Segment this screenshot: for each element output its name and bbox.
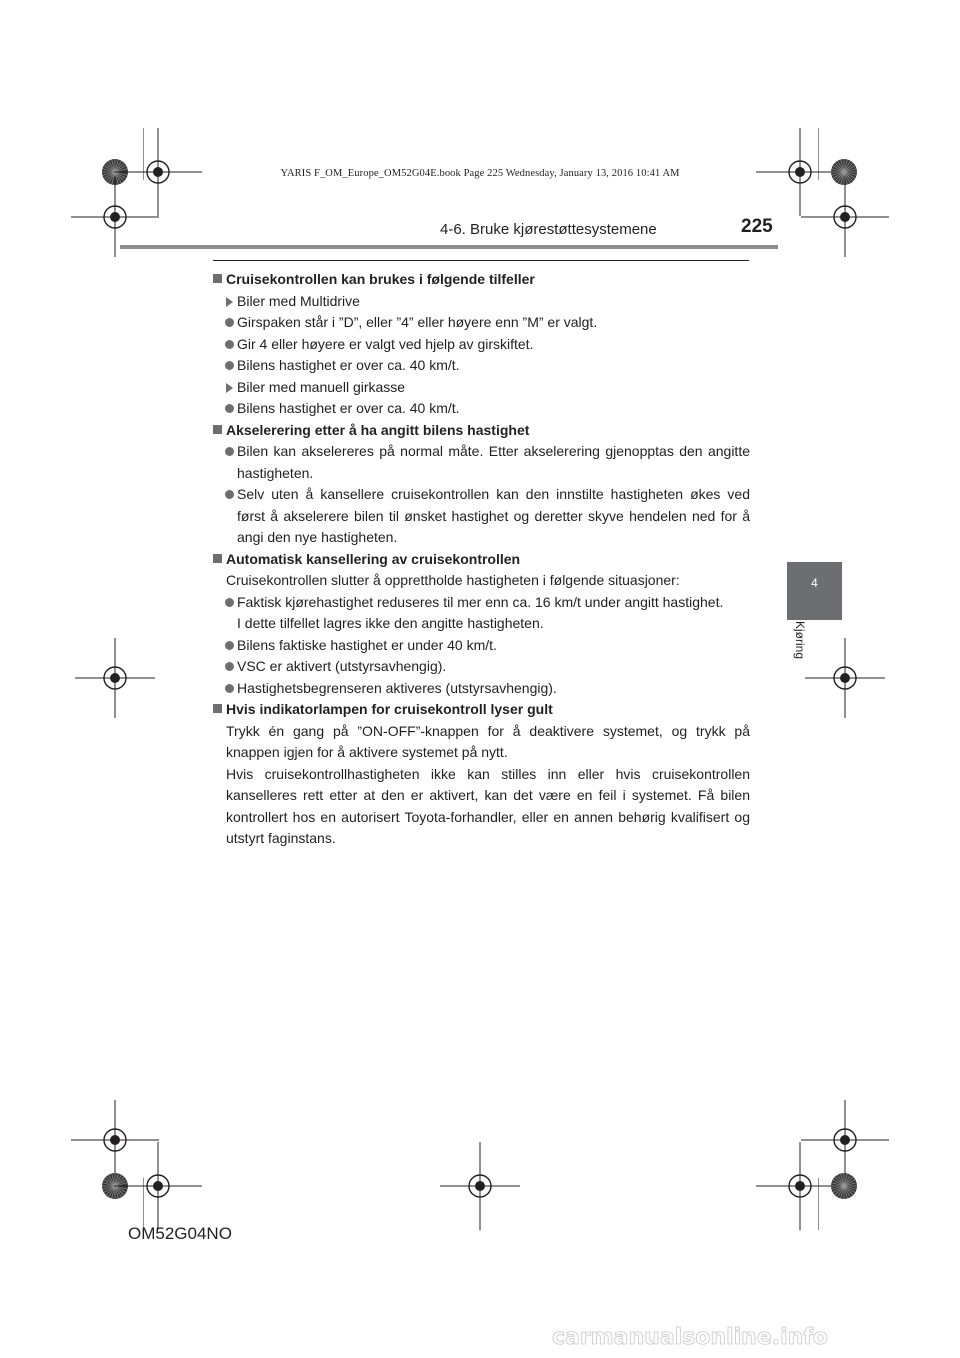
document-code: OM52G04NO [128,1224,232,1243]
list-item: Bilens hastighet er over ca. 40 km/t. [213,355,750,377]
page-number: 225 [741,216,773,237]
triangle-bullet-icon [226,297,233,307]
list-item: Hastighetsbegrenseren aktiveres (utstyrsavhengig). [213,678,750,700]
list-item: Gir 4 eller høyere er valgt ved hjelp av girskiftet. [213,334,750,356]
circle-bullet-icon [225,641,234,650]
section-title: 4-6. Bruke kjørestøttesystemene [440,221,657,238]
circle-bullet-icon [225,340,234,349]
chapter-label: Kjøring [793,621,807,660]
circle-bullet-icon [225,598,234,607]
chapter-label-box [793,621,807,681]
list-item: Girspaken står i ”D”, eller ”4” eller høyere enn ”M” er valgt. [213,312,750,334]
section-heading: Cruisekontrollen kan brukes i følgende tilfeller [213,269,750,291]
circle-bullet-icon [225,404,234,413]
section-heading: Akselerering etter å ha angitt bilens hastighet [213,420,750,442]
section-intro: Cruisekontrollen slutter å opprettholde hastigheten i følgende situasjoner: [226,572,680,588]
list-item: Bilens hastighet er over ca. 40 km/t. [213,398,750,420]
triangle-bullet-icon [226,383,233,393]
crosshair-mark-icon [801,177,889,257]
list-item: Biler med manuell girkasse [213,377,750,399]
paragraph: Hvis cruisekontrollhastigheten ikke kan stilles inn eller hvis cruisekontrollen kanselleres rett etter at den er aktivert, kan det være en feil i systemet. Få bilen kontrollert hos en autorisert Toyota-forhandler, eller en annen behørig kvalifisert og utstyrt faginstans. [226,765,750,846]
paragraph: Trykk én gang på ”ON-OFF”-knappen for å deaktivere systemet, og trykk på knappen igjen for å aktivere systemet på nytt. [226,722,750,760]
circle-bullet-icon [225,361,234,370]
book-info-line: YARIS F_OM_Europe_OM52G04E.book Page 225 Wednesday, January 13, 2016 10:41 AM [280,168,680,179]
chapter-number: 4 [811,576,818,590]
crosshair-mark-icon [75,638,155,718]
square-bullet-icon [213,425,222,434]
crop-line [143,1178,144,1230]
crop-line [818,1178,819,1230]
square-bullet-icon [213,704,222,713]
crosshair-mark-icon [805,638,885,718]
list-item: Bilen kan akselereres på normal måte. Etter akselerering gjenopptas den angitte hastigheten. [213,441,750,484]
crosshair-mark-icon [114,1142,202,1230]
crosshair-mark-icon [440,1142,520,1230]
square-bullet-icon [213,554,222,563]
section-heading: Hvis indikatorlampen for cruisekontroll lyser gult [213,699,750,721]
square-bullet-icon [213,274,222,283]
circle-bullet-icon [225,490,234,499]
section-heading: Automatisk kansellering av cruisekontrollen [213,549,750,571]
watermark-logo [552,1323,948,1349]
list-item: Faktisk kjørehastighet reduseres til mer enn ca. 16 km/t under angitt hastighet. I dette tilfellet lagres ikke den angitte hastigheten. [213,592,750,635]
page-content [213,269,750,850]
sunburst-mark-icon [830,1172,858,1200]
list-item: Selv uten å kansellere cruisekontrollen kan den innstilte hastigheten økes ved først å akselerere bilen til ønsket hastighet og deretter skyve hendelen ned for å angi den nye hastigheten. [213,484,750,549]
list-item: Bilens faktiske hastighet er under 40 km/t. [213,635,750,657]
circle-bullet-icon [225,447,234,456]
list-item: VSC er aktivert (utstyrsavhengig). [213,656,750,678]
chapter-tab [787,562,842,620]
list-item: Biler med Multidrive [213,291,750,313]
circle-bullet-icon [225,662,234,671]
circle-bullet-icon [225,318,234,327]
circle-bullet-icon [225,684,234,693]
header-rule [120,245,778,249]
header-thin-rule [213,260,749,261]
svg-text:carmanualsonline.info: carmanualsonline.info [552,1325,828,1349]
